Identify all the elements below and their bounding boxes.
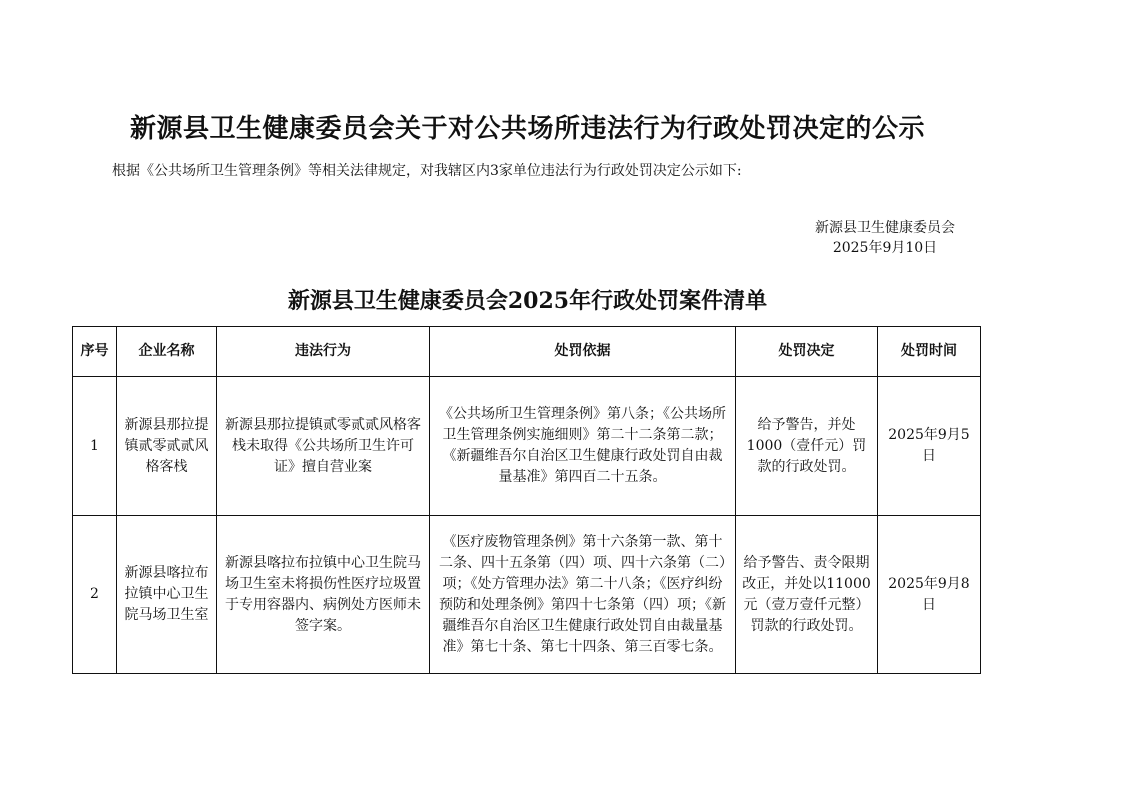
- cell-basis: 《医疗废物管理条例》第十六条第一款、第十二条、四十五条第（四）项、四十六条第（二）项；《处方管理办法》第二十八条；《医疗纠纷预防和处理条例》第四十七条第（四）项；《新疆维吾尔自治区卫生健康行政处罚自由裁量基准》第七十条、第七十四条、第三百零七条。: [430, 516, 736, 674]
- cell-decision: 给予警告、责令限期改正，并处以11000元（壹万壹仟元整）罚款的行政处罚。: [736, 516, 878, 674]
- cell-company: 新源县喀拉布拉镇中心卫生院马场卫生室: [117, 516, 217, 674]
- cell-company: 新源县那拉提镇贰零贰贰风格客栈: [117, 377, 217, 516]
- cell-no: 1: [73, 377, 117, 516]
- header-basis: 处罚依据: [430, 327, 736, 377]
- penalty-table: [72, 326, 981, 674]
- intro-paragraph: 根据《公共场所卫生管理条例》等相关法律规定，对我辖区内3家单位违法行为行政处罚决定公示如下:: [112, 163, 742, 179]
- cell-no: 2: [73, 516, 117, 674]
- table-row: [73, 377, 981, 516]
- header-no: 序号: [73, 327, 117, 377]
- signature-date: 2025年9月10日: [832, 240, 938, 256]
- list-title: 新源县卫生健康委员会2025年行政处罚案件清单: [287, 288, 768, 314]
- table-header-row: [73, 327, 981, 377]
- header-date: 处罚时间: [878, 327, 981, 377]
- table-row: [73, 516, 981, 674]
- cell-decision: 给予警告，并处1000（壹仟元）罚款的行政处罚。: [736, 377, 878, 516]
- header-violation: 违法行为: [217, 327, 430, 377]
- cell-basis: 《公共场所卫生管理条例》第八条；《公共场所卫生管理条例实施细则》第二十二条第二款；《新疆维吾尔自治区卫生健康行政处罚自由裁量基准》第四百二十五条。: [430, 377, 736, 516]
- header-decision: 处罚决定: [736, 327, 878, 377]
- signature-block: [780, 218, 990, 258]
- cell-violation: 新源县那拉提镇贰零贰贰风格客栈未取得《公共场所卫生许可证》擅自营业案: [217, 377, 430, 516]
- header-company: 企业名称: [117, 327, 217, 377]
- cell-date: 2025年9月5日: [878, 377, 981, 516]
- signature-org: 新源县卫生健康委员会: [815, 220, 955, 236]
- cell-date: 2025年9月8日: [878, 516, 981, 674]
- page-title: 新源县卫生健康委员会关于对公共场所违法行为行政处罚决定的公示: [129, 114, 925, 144]
- cell-violation: 新源县喀拉布拉镇中心卫生院马场卫生室未将损伤性医疗垃圾置于专用容器内、病例处方医师未签字案。: [217, 516, 430, 674]
